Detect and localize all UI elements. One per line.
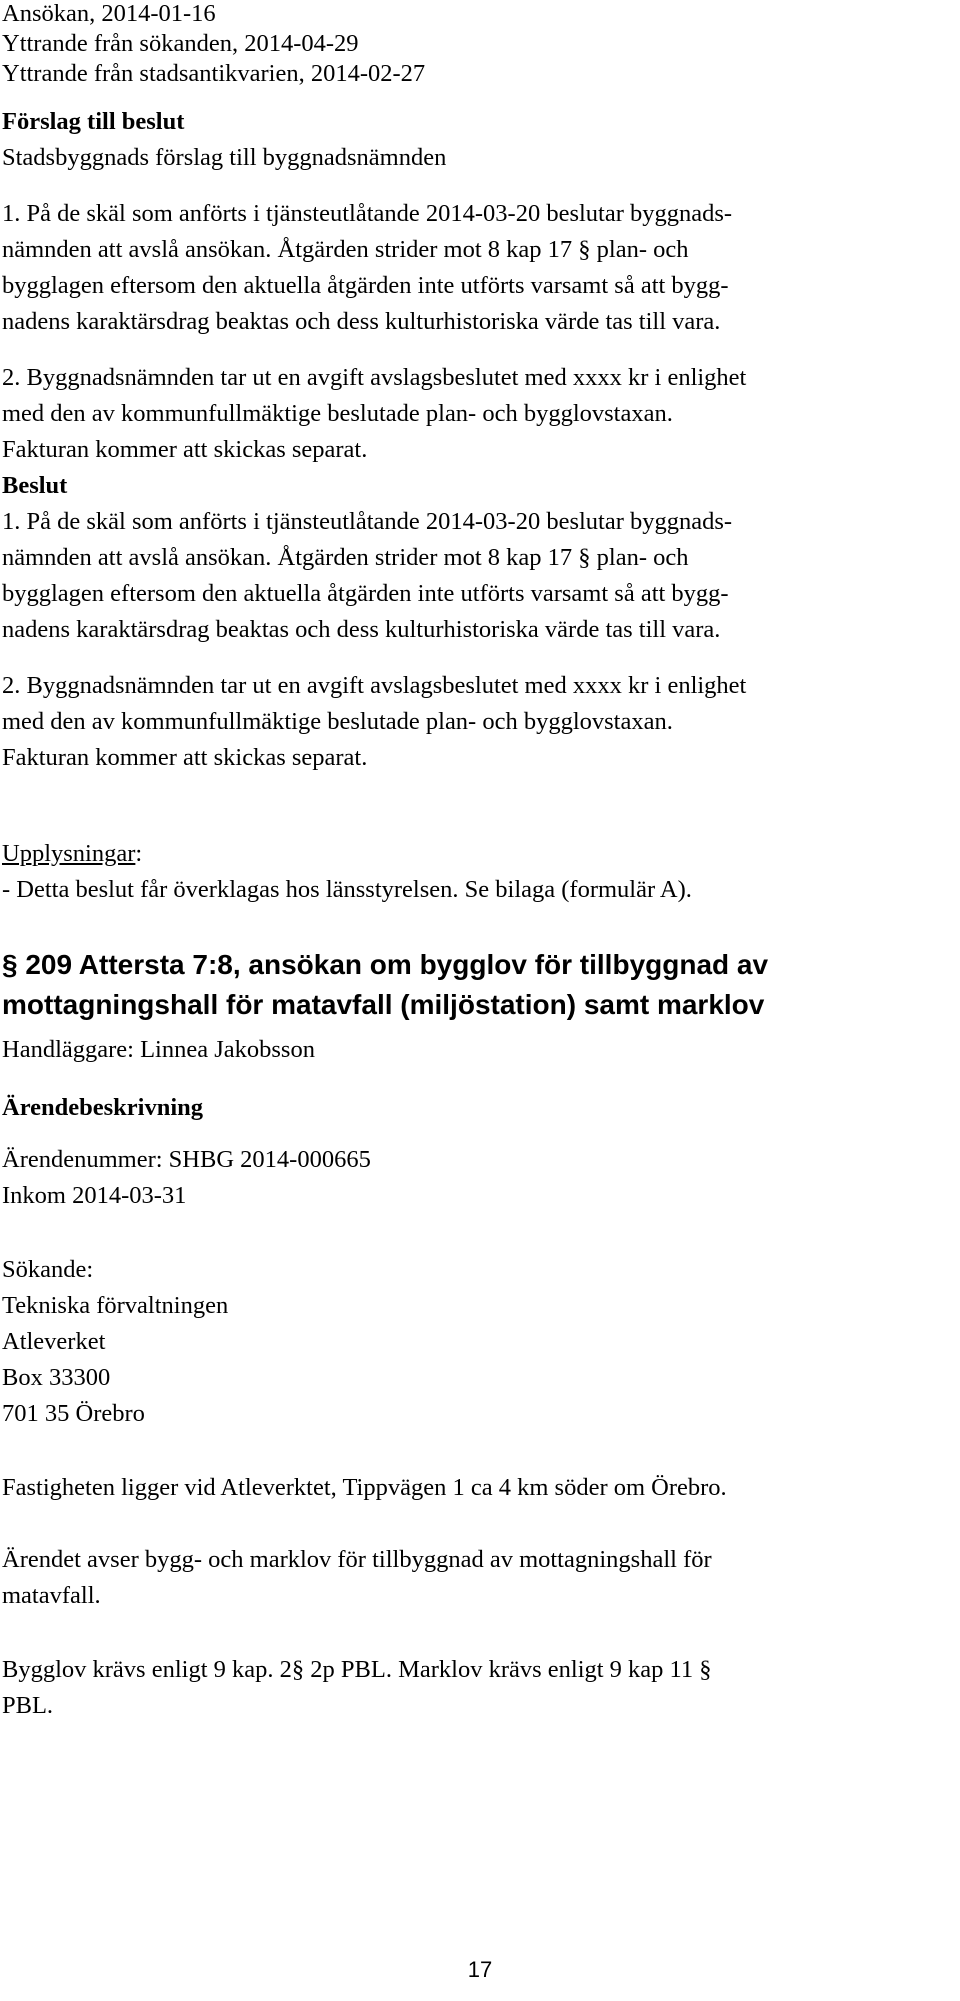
forslag-intro: Stadsbyggnads förslag till byggnadsnämnden bbox=[2, 144, 447, 171]
section-title-line2: mottagningshall för matavfall (miljöstation) samt marklov bbox=[2, 989, 765, 1020]
upplysningar-label: Upplysningar bbox=[2, 840, 136, 867]
forslag-heading: Förslag till beslut bbox=[2, 108, 185, 135]
beslut-point1-line1: 1. På de skäl som anförts i tjänsteutlåtande 2014-03-20 beslutar byggnads- bbox=[2, 508, 733, 535]
arende-heading: Ärendebeskrivning bbox=[2, 1094, 204, 1121]
sokande-address-line2: Atleverket bbox=[2, 1328, 106, 1355]
sokande-label: Sökande: bbox=[2, 1256, 94, 1283]
page-number: 17 bbox=[467, 1957, 493, 1982]
upplysningar-colon: : bbox=[135, 840, 143, 867]
forslag-point1-line2: nämnden att avslå ansökan. Åtgärden strider mot 8 kap 17 § plan- och bbox=[2, 236, 689, 263]
avser-line2: matavfall. bbox=[2, 1582, 101, 1609]
bygglov-line2: PBL. bbox=[2, 1692, 54, 1719]
arende-inkom: Inkom 2014-03-31 bbox=[2, 1182, 187, 1209]
date-ansokan: Ansökan, 2014-01-16 bbox=[2, 0, 216, 27]
avser-line1: Ärendet avser bygg- och marklov för tillbyggnad av mottagningshall för bbox=[2, 1546, 712, 1573]
forslag-point2-line2: med den av kommunfullmäktige beslutade plan- och bygglovstaxan. bbox=[2, 400, 673, 427]
upplysningar-heading bbox=[2, 836, 142, 873]
beslut-point1-line4: nadens karaktärsdrag beaktas och dess kulturhistoriska värde tas till vara. bbox=[2, 616, 721, 643]
beslut-point2-line1: 2. Byggnadsnämnden tar ut en avgift avslagsbeslutet med xxxx kr i enlighet bbox=[2, 672, 747, 699]
forslag-point1-line4: nadens karaktärsdrag beaktas och dess kulturhistoriska värde tas till vara. bbox=[2, 308, 721, 335]
handlaggare: Handläggare: Linnea Jakobsson bbox=[2, 1036, 315, 1063]
forslag-point1-line3: bygglagen eftersom den aktuella åtgärden inte utförts varsamt så att bygg- bbox=[2, 272, 729, 299]
beslut-point1-line3: bygglagen eftersom den aktuella åtgärden inte utförts varsamt så att bygg- bbox=[2, 580, 729, 607]
forslag-point2-line3: Fakturan kommer att skickas separat. bbox=[2, 436, 368, 463]
sokande-address-line4: 701 35 Örebro bbox=[2, 1400, 145, 1427]
beslut-point2-line2: med den av kommunfullmäktige beslutade plan- och bygglovstaxan. bbox=[2, 708, 673, 735]
upplysningar-text: - Detta beslut får överklagas hos länsstyrelsen. Se bilaga (formulär A). bbox=[2, 876, 692, 903]
beslut-point2-line3: Fakturan kommer att skickas separat. bbox=[2, 744, 368, 771]
beslut-point1-line2: nämnden att avslå ansökan. Åtgärden strider mot 8 kap 17 § plan- och bbox=[2, 544, 689, 571]
sokande-address-line3: Box 33300 bbox=[2, 1364, 111, 1391]
arende-nummer: Ärendenummer: SHBG 2014-000665 bbox=[2, 1146, 371, 1173]
beslut-heading: Beslut bbox=[2, 472, 68, 499]
fastighet-text: Fastigheten ligger vid Atleverktet, Tippvägen 1 ca 4 km söder om Örebro. bbox=[2, 1474, 727, 1501]
bygglov-line1: Bygglov krävs enligt 9 kap. 2§ 2p PBL. Marklov krävs enligt 9 kap 11 § bbox=[2, 1656, 712, 1683]
forslag-point2-line1: 2. Byggnadsnämnden tar ut en avgift avslagsbeslutet med xxxx kr i enlighet bbox=[2, 364, 747, 391]
sokande-address-line1: Tekniska förvaltningen bbox=[2, 1292, 229, 1319]
date-yttrande-stadsantikvarien: Yttrande från stadsantikvarien, 2014-02-27 bbox=[2, 60, 426, 87]
forslag-point1-line1: 1. På de skäl som anförts i tjänsteutlåtande 2014-03-20 beslutar byggnads- bbox=[2, 200, 733, 227]
section-title-line1: § 209 Attersta 7:8, ansökan om bygglov för tillbyggnad av bbox=[2, 949, 769, 980]
date-yttrande-sokanden: Yttrande från sökanden, 2014-04-29 bbox=[2, 30, 359, 57]
